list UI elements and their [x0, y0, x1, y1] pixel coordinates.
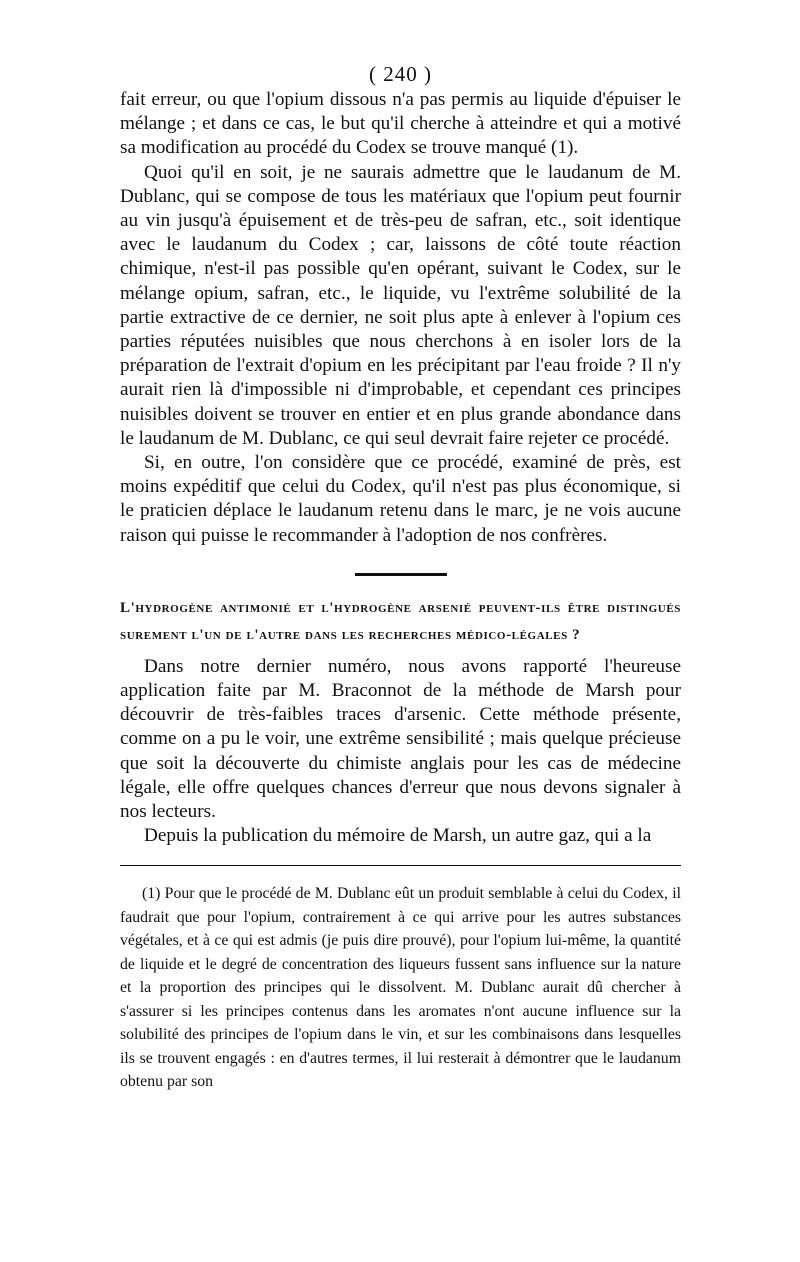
page-content	[120, 62, 681, 1094]
paragraph-conclusion: Si, en outre, l'on considère que ce procédé, examiné de près, est moins expéditif que celui du Codex, qu'il n'est pas plus économique, si le praticien déplace le laudanum retenu dans le marc, je ne vois aucune raison qui puisse le recommander à l'adoption de nos confrères.	[120, 452, 681, 546]
footnote-separator	[120, 865, 681, 866]
footnote: (1) Pour que le procédé de M. Dublanc eût un produit semblable à celui du Codex, il faudrait que pour l'opium, contrairement à ce qui arrive pour les autres substances végétales, et à ce qui est admis (je puis dire prouvé), pour l'opium lui-même, la quantité de liquide et le degré de concentration des liqueurs fussent sans influence sur la nature et la proportion des principes qui le dissolvent. M. Dublanc aurait dû chercher à s'assurer si les principes contenus dans les aromates n'ont aucune influence sur la solubilité des principes de l'opium dans le vin, et sur les combinaisons dans lesquelles ils se trouvent engagés : en d'autres termes, il lui resterait à démontrer que le laudanum obtenu par son	[120, 885, 681, 1091]
paragraph-continuation: fait erreur, ou que l'opium dissous n'a pas permis au liquide d'épuiser le mélange ; et dans ce cas, le but qu'il cherche à atteindre et qui a motivé sa modification au procédé du Codex se trouve manqué (1).	[120, 89, 681, 159]
page-number: ( 240 )	[369, 62, 432, 86]
section-divider	[355, 573, 447, 576]
section-heading: L'hydrogène antimonié et l'hydrogène arsenié peuvent-ils être distingués surement l'un de l'autre dans les recherches médico-légales ?	[120, 599, 681, 643]
section-paragraph-intro: Dans notre dernier numéro, nous avons rapporté l'heureuse application faite par M. Braconnot de la méthode de Marsh pour découvrir de très-faibles traces d'arsenic. Cette méthode présente, comme on a pu le voir, une extrême sensibilité ; mais quelque précieuse que soit la découverte du chimiste anglais pour les cas de médecine légale, elle offre quelques chances d'erreur que nous devons signaler à nos lecteurs.	[120, 655, 681, 823]
section-paragraph-continued: Depuis la publication du mémoire de Marsh, un autre gaz, qui a la	[144, 825, 652, 847]
paragraph-laudanum-comparison: Quoi qu'il en soit, je ne saurais admettre que le laudanum de M. Dublanc, qui se compose de tous les matériaux que l'opium peut fournir au vin jusqu'à épuisement et de très-peu de safran, etc., soit identique avec le laudanum du Codex ; car, laissons de côté toute réaction chimique, n'est-il pas possible qu'en opérant, suivant le Codex, sur le mélange opium, safran, etc., le liquide, vu l'extrême solubilité de la partie extractive de ce dernier, ne soit plus apte à enlever à l'opium ces parties réputées nuisibles que nous cherchons à en isoler lors de la préparation de l'extrait d'opium en les précipitant par l'eau froide ? Il n'y aurait rien là d'impossible ni d'improbable, et cependant ces principes nuisibles doivent se trouver en entier et en plus grande abondance dans le laudanum de M. Dublanc, ce qui seul devrait faire rejeter ce procédé.	[120, 161, 681, 449]
